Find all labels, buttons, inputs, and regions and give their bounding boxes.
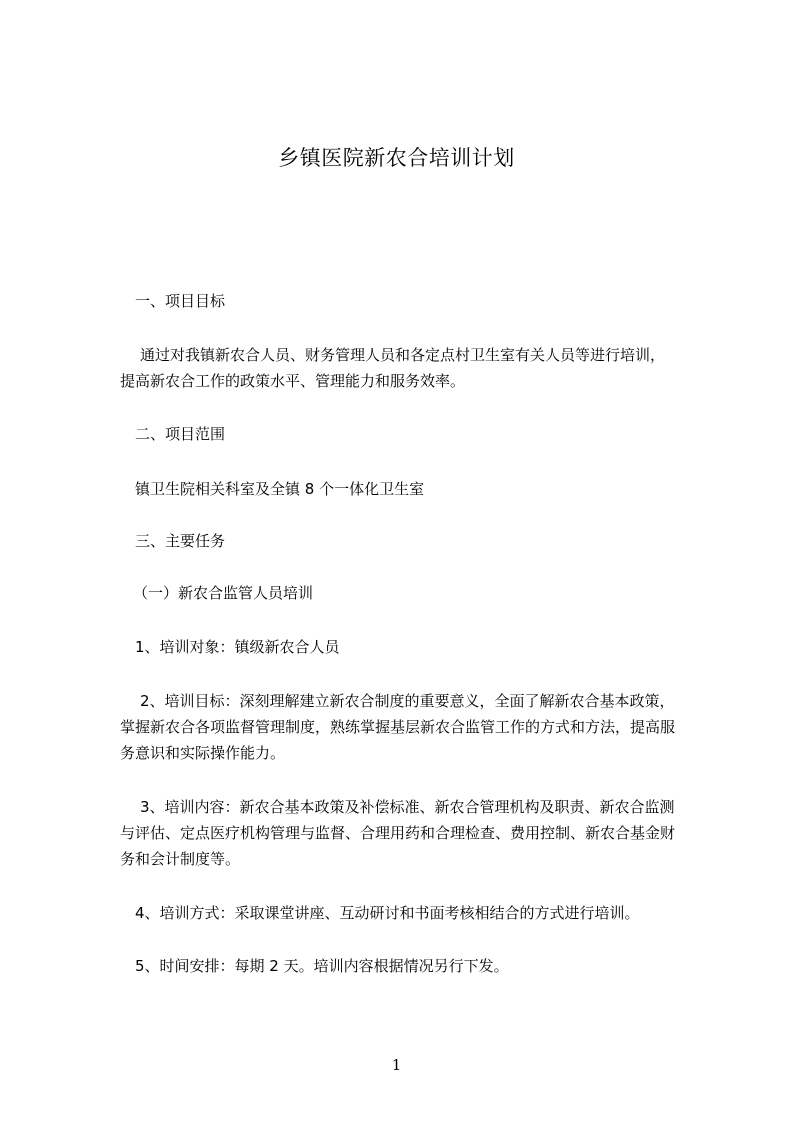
paragraph-line: 提高新农合工作的政策水平、管理能力和服务效率。 (120, 372, 466, 390)
item-training-content (120, 794, 675, 872)
paragraph-line: 2、培训目标：深刻理解建立新农合制度的重要意义，全面了解新农合基本政策， (140, 692, 675, 710)
page-number: 1 (391, 1056, 402, 1074)
paragraph-line: 1、培训对象：镇级新农合人员 (135, 638, 340, 656)
section-heading-objective (135, 288, 225, 314)
heading-text: 一、项目目标 (135, 292, 226, 310)
paragraph-line: 3、培训内容：新农合基本政策及补偿标准、新农合管理机构及职责、新农合监测 (140, 798, 675, 816)
paragraph-objective (120, 342, 665, 394)
paragraph-line: 务意识和实际操作能力。 (120, 744, 286, 762)
paragraph-line: 4、培训方式：采取课堂讲座、互动研讨和书面考核相结合的方式进行培训。 (135, 904, 640, 922)
item-training-target (135, 634, 340, 660)
heading-text: 二、项目范围 (135, 425, 226, 443)
item-training-method (135, 900, 640, 926)
paragraph-scope (135, 476, 424, 502)
document-title: 乡镇医院新农合培训计划 (278, 146, 515, 170)
paragraph-line: 与评估、定点医疗机构管理与监督、合理用药和合理检查、费用控制、新农合基金财 (120, 824, 676, 842)
paragraph-line: 5、时间安排：每期 2 天。培训内容根据情况另行下发。 (135, 957, 509, 975)
subsection-heading-supervisors (133, 580, 313, 606)
item-training-goal (120, 688, 675, 766)
heading-text: 三、主要任务 (135, 532, 226, 550)
paragraph-line: 通过对我镇新农合人员、财务管理人员和各定点村卫生室有关人员等进行培训， (140, 346, 666, 364)
paragraph-line: 镇卫生院相关科室及全镇 8 个一体化卫生室 (135, 480, 425, 498)
section-heading-tasks (135, 528, 225, 554)
item-schedule (135, 953, 509, 979)
heading-text: （一）新农合监管人员培训 (133, 584, 314, 602)
paragraph-line: 务和会计制度等。 (120, 850, 241, 868)
paragraph-line: 掌握新农合各项监督管理制度，熟练掌握基层新农合监管工作的方式和方法，提高服 (120, 718, 676, 736)
section-heading-scope (135, 421, 225, 447)
